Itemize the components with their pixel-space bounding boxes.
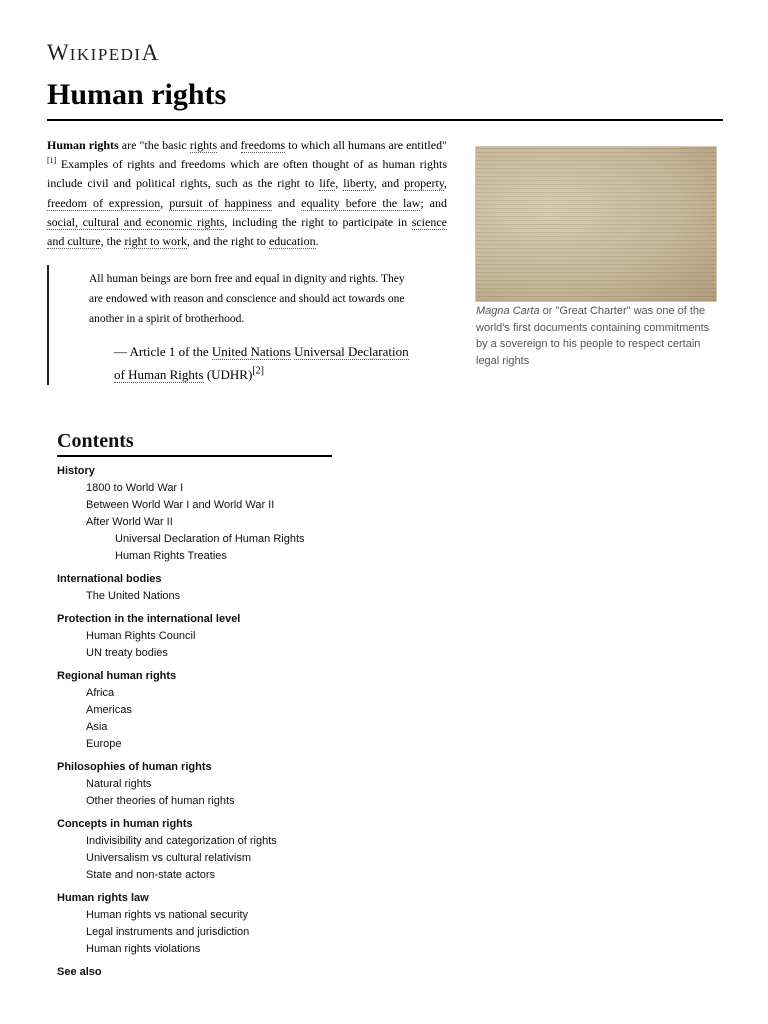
link-freedom-of-expression[interactable]: freedom of expression: [47, 195, 161, 210]
lead-term: Human rights: [47, 138, 119, 152]
figure-caption: [476, 303, 721, 369]
intro-text: , and the right to: [187, 234, 269, 249]
toc-entry[interactable]: 1800 to World War I: [86, 482, 184, 494]
toc-section: [57, 759, 477, 810]
table-of-contents: [57, 428, 477, 987]
intro-text: and: [217, 138, 241, 152]
intro-text: to which all humans are entitled": [285, 138, 447, 152]
quote-text: All human beings are born free and equal in dignity and rights. They are endowed with reason and conscience and should act towards one another in a spirit of brotherhood.: [89, 273, 405, 325]
toc-entry[interactable]: Africa: [86, 687, 115, 699]
toc-section: [57, 668, 477, 753]
citation-2[interactable]: [2]: [252, 365, 264, 377]
intro-text: ,: [335, 176, 344, 191]
toc-entry[interactable]: Human rights vs national security: [86, 909, 249, 921]
toc-title: Contents: [57, 428, 332, 457]
intro-text: ,: [444, 176, 448, 191]
toc-entry[interactable]: The United Nations: [86, 590, 181, 602]
intro-text: , the: [100, 234, 125, 249]
blockquote: [47, 265, 407, 385]
intro-text: ,: [160, 195, 170, 210]
intro-text: are "the basic: [118, 138, 190, 152]
toc-entry[interactable]: State and non-state actors: [86, 869, 216, 881]
toc-entry[interactable]: History: [57, 465, 95, 477]
toc-entry[interactable]: Asia: [86, 721, 108, 733]
caption-text: or "Great Charter" was one of the world's first documents containing commitments by a sovereign to his people to respect certain legal rights: [476, 305, 710, 367]
toc-entry[interactable]: Protection in the international level: [57, 613, 241, 625]
toc-entry[interactable]: Human Rights Council: [86, 630, 196, 642]
link-freedoms[interactable]: freedoms: [240, 138, 286, 152]
toc-entry[interactable]: Universal Declaration of Human Rights: [115, 533, 305, 545]
link-social-cultural-economic-rights[interactable]: social, cultural and economic rights: [47, 214, 225, 229]
toc-entry[interactable]: After World War II: [86, 516, 173, 528]
toc-entry[interactable]: Human rights law: [57, 892, 149, 904]
intro-paragraph: [47, 136, 447, 251]
toc-entry[interactable]: Philosophies of human rights: [57, 761, 212, 773]
link-education[interactable]: education: [268, 234, 316, 249]
toc-entry[interactable]: Indivisibility and categorization of rights: [86, 835, 277, 847]
toc-entry[interactable]: Between World War I and World War II: [86, 499, 275, 511]
link-liberty[interactable]: liberty: [343, 176, 374, 191]
link-life[interactable]: life: [319, 176, 336, 191]
link-equality-before-the-law[interactable]: equality before the law: [301, 195, 421, 210]
attribution-suffix: (UDHR): [203, 367, 253, 382]
wordmark-initial: W: [47, 40, 70, 65]
link-udhr[interactable]: Universal Declaration of Human Rights: [114, 344, 409, 382]
wordmark-final: A: [141, 40, 160, 65]
magna-carta-image[interactable]: [475, 146, 717, 302]
intro-text: and: [271, 195, 302, 210]
toc-entry[interactable]: Other theories of human rights: [86, 795, 235, 807]
toc-entry[interactable]: Universalism vs cultural relativism: [86, 852, 252, 864]
link-property[interactable]: property: [404, 176, 445, 191]
toc-section: [57, 964, 477, 981]
intro-text: ; and: [420, 195, 448, 210]
toc-section: [57, 816, 477, 884]
toc-section: [57, 463, 477, 565]
toc-entry[interactable]: Legal instruments and jurisdiction: [86, 926, 250, 938]
link-science-and-culture[interactable]: science and culture: [47, 214, 447, 249]
intro-text: , and: [373, 176, 405, 191]
link-right-to-work[interactable]: right to work: [124, 234, 187, 249]
link-rights[interactable]: rights: [189, 138, 218, 152]
intro-text: .: [315, 234, 319, 249]
toc-section: [57, 890, 477, 958]
toc-entry[interactable]: Natural rights: [86, 778, 152, 790]
link-pursuit-of-happiness[interactable]: pursuit of happiness: [169, 195, 272, 210]
toc-list: [57, 463, 477, 981]
page-title: Human rights: [47, 76, 723, 121]
toc-entry[interactable]: Europe: [86, 738, 122, 750]
toc-entry[interactable]: International bodies: [57, 573, 162, 585]
toc-section: [57, 571, 477, 605]
wordmark-middle: IKIPEDI: [69, 45, 142, 64]
caption-title: Magna Carta: [476, 305, 540, 317]
toc-entry[interactable]: UN treaty bodies: [86, 647, 168, 659]
toc-entry[interactable]: Human Rights Treaties: [115, 550, 227, 562]
link-united-nations[interactable]: United Nations: [211, 344, 291, 359]
wikipedia-wordmark[interactable]: [47, 40, 159, 66]
toc-entry[interactable]: See also: [57, 966, 102, 978]
attribution-prefix: — Article 1 of the: [114, 344, 212, 359]
intro-text: , including the right to participate in: [224, 214, 412, 229]
toc-entry[interactable]: Americas: [86, 704, 132, 716]
citation-1[interactable]: [1]: [47, 156, 57, 166]
quote-attribution: [114, 340, 414, 386]
intro-text: Examples of rights and freedoms which are often thought of as human rights include civil and political rights, such as the right to: [47, 157, 447, 191]
toc-entry[interactable]: Concepts in human rights: [57, 818, 193, 830]
toc-entry[interactable]: Regional human rights: [57, 670, 177, 682]
toc-section: [57, 611, 477, 662]
toc-entry[interactable]: Human rights violations: [86, 943, 201, 955]
